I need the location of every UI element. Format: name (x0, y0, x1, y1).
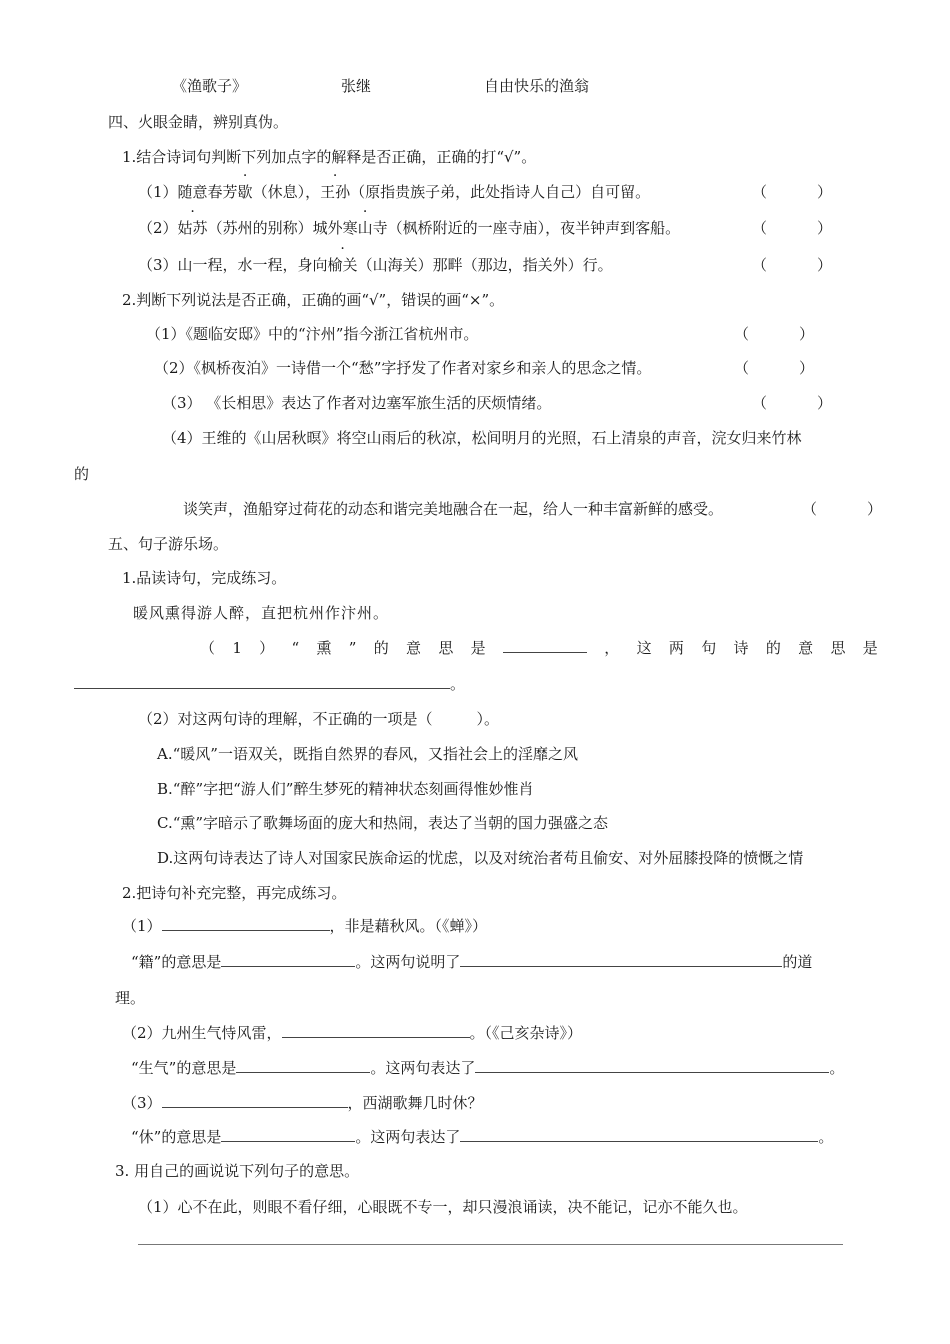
answer-blank[interactable] (221, 952, 355, 967)
q4-2-item-2: （2）《枫桥夜泊》一诗借一个“愁”字抒发了作者对家乡和亲人的思念之情。 (154, 359, 652, 377)
q4-2-title: 2.判断下列说法是否正确，正确的画“√”，错误的画“×”。 (122, 291, 505, 309)
answer-line[interactable] (138, 1244, 843, 1245)
dotted-char: 榆关 (327, 256, 358, 274)
section-5-title: 五、句子游乐场。 (108, 535, 229, 553)
q4-2-item-4-wrap: 的 (74, 465, 90, 483)
q5-1-sub1-answer-line: 。 (74, 674, 465, 694)
q4-1-item-3: （3）山一程，水一程，身向榆关（山海关）那畔（那边，指关外）行。 (138, 256, 613, 274)
answer-blank[interactable] (221, 1127, 355, 1142)
q5-2-p1: （1） ，非是藉秋风。（《蝉》） (122, 917, 488, 935)
answer-blank[interactable] (282, 1023, 470, 1038)
answer-blank[interactable] (74, 674, 450, 689)
q4-2-item-1: （1）《题临安邸》中的“汴州”指今浙江省杭州市。 (146, 325, 479, 343)
q5-1-sub1: （ 1 ） “ 熏 ” 的 意 思 是 ， 这 两 句 诗 的 意 思 是 (200, 639, 878, 657)
option-a: A.“暖风”一语双关，既指自然界的春风，又指社会上的淫靡之风 (157, 745, 578, 763)
answer-blank[interactable] (460, 952, 782, 967)
answer-paren[interactable]: （ ） (752, 394, 833, 412)
q5-3-s1: （1）心不在此，则眼不看仔细，心眼既不专一，却只漫浪诵读，决不能记，记亦不能久也。 (138, 1198, 748, 1216)
q4-1-title: 1.结合诗词句判断下列加点字的解释是否正确，正确的打“√”。 (122, 148, 537, 166)
option-d: D.这两句诗表达了诗人对国家民族命运的忧虑，以及对统治者苟且偷安、对外屈膝投降的愤慨之情 (157, 849, 804, 867)
answer-blank[interactable] (162, 1093, 348, 1108)
q5-2-p1-wrap: 理。 (115, 989, 146, 1007)
top-row-title: 《渔歌子》 (172, 77, 248, 95)
q5-2-p2: （2）九州生气恃风雷， 。（《己亥杂诗》） (122, 1024, 583, 1042)
dotted-char: 寒山寺 (342, 219, 388, 237)
answer-blank[interactable] (236, 1058, 370, 1073)
option-b: B.“醉”字把“游人们”醉生梦死的精神状态刻画得惟妙惟肖 (157, 780, 534, 798)
q5-1-title: 1.品读诗句，完成练习。 (122, 569, 287, 587)
dotted-char: 歇 (237, 183, 253, 201)
top-row-author: 张继 (341, 77, 372, 95)
q5-2-title: 2.把诗句补充完整，再完成练习。 (122, 884, 347, 902)
q4-2-item-4: （4）王维的《山居秋暝》将空山雨后的秋凉，松间明月的光照，石上清泉的声音，浣女归来竹林 (162, 429, 802, 447)
answer-paren[interactable]: （ ） (752, 256, 833, 274)
q5-2-p2-meaning: “生气”的意思是 。这两句表达了 。 (131, 1059, 845, 1077)
answer-paren[interactable]: （ ） (752, 183, 833, 201)
q5-2-p1-meaning: “籍”的意思是 。这两句说明了 的道 (131, 953, 813, 971)
answer-blank[interactable] (503, 638, 587, 653)
answer-blank[interactable] (162, 916, 330, 931)
top-row-description: 自由快乐的渔翁 (484, 77, 590, 95)
poem-line: 暖风熏得游人醉，直把杭州作汴州。 (133, 604, 390, 622)
dotted-char: 姑苏 (177, 219, 208, 237)
q4-1-item-2: （2）姑苏（苏州的别称）城外寒山寺（枫桥附近的一座寺庙），夜半钟声到客船。 (138, 219, 681, 237)
section-4-title: 四、火眼金睛，辨别真伪。 (108, 113, 289, 131)
answer-blank[interactable] (460, 1127, 818, 1142)
q4-2-item-4-cont: 谈笑声，渔船穿过荷花的动态和谐完美地融合在一起，给人一种丰富新鲜的感受。 (183, 500, 724, 518)
answer-blank[interactable] (475, 1058, 829, 1073)
q4-2-item-3: （3） 《长相思》表达了作者对边塞军旅生活的厌烦情绪。 (162, 394, 552, 412)
answer-paren[interactable]: （ ） (802, 500, 883, 518)
q5-1-sub2: （2）对这两句诗的理解，不正确的一项是（ ）。 (138, 710, 500, 728)
answer-paren[interactable]: （ ） (734, 325, 815, 343)
option-c: C.“熏”字暗示了歌舞场面的庞大和热闹，表达了当朝的国力强盛之态 (157, 814, 609, 832)
q5-2-p3: （3） ，西湖歌舞几时休？ (122, 1094, 483, 1112)
q5-2-p3-meaning: “休”的意思是 。这两句表达了 。 (131, 1128, 834, 1146)
answer-paren[interactable]: （ ） (752, 219, 833, 237)
q5-3-title: 3. 用自己的画说说下列句子的意思。 (115, 1162, 360, 1180)
dotted-char: 王孙 (320, 183, 351, 201)
answer-paren[interactable]: （ ） (734, 359, 815, 377)
q4-1-item-1: （1）随意春芳歇（休息），王孙（原指贵族子弟，此处指诗人自己）自可留。 (138, 183, 651, 201)
